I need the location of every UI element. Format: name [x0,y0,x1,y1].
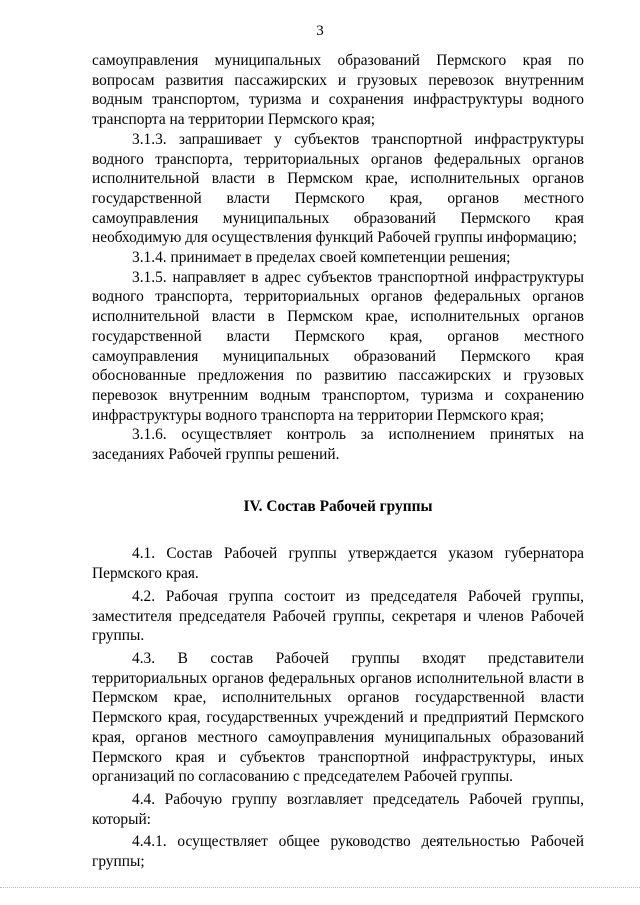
scan-edge-divider [0,887,640,892]
paragraph-3-1-5: 3.1.5. направляет в адрес субъектов транспортной инфраструктуры водного транспорта, территориальных органов федеральных органов исполнительной власти в Пермском крае, исполнительных органов государственной власти Пермского края, органов местного самоуправления муниципальных образований Пермского края обоснованные предложения по развитию пассажирских и грузовых перевозок внутренним водным транспортом, туризма и сохранению инфраструктуры водного транспорта на территории Пермского края; [92,268,584,424]
paragraph-4-1: 4.1. Состав Рабочей группы утверждается указом губернатора Пермского края. [92,545,584,583]
paragraph-3-1-4: 3.1.4. принимает в пределах своей компетенции решения; [132,249,511,267]
paragraph-continuation: самоуправления муниципальных образований Пермского края по вопросам развития пассажирских и грузовых перевозок внутренним водным транспортом, туризма и сохранения инфраструктуры водного транспорта на территории Пермского края; [92,52,584,129]
paragraph-4-3: 4.3. В состав Рабочей группы входят представители территориальных органов федеральных органов исполнительной власти в Пермском крае, исполнительных органов государственной власти Пермского края, государственных учреждений и предприятий Пермского края, органов местного самоуправления муниципальных образований Пермского края и субъектов транспортной инфраструктуры, иных организаций по согласованию с председателем Рабочей группы. [92,649,584,786]
paragraph-4-4: 4.4. Рабочую группу возглавляет председатель Рабочей группы, который: [92,790,584,828]
paragraph-3-1-3: 3.1.3. запрашивает у субъектов транспортной инфраструктуры водного транспорта, территориальных органов федеральных органов исполнительной власти в Пермском крае, исполнительных органов государственной власти Пермского края, органов местного самоуправления муниципальных образований Пермского края необходимую для осуществления функций Рабочей группы информацию; [92,130,584,247]
section-heading: IV. Состав Рабочей группы [243,497,433,515]
paragraph-3-1-6: 3.1.6. осуществляет контроль за исполнением принятых на заседаниях Рабочей группы решений. [92,426,584,464]
paragraph-4-2: 4.2. Рабочая группа состоит из председателя Рабочей группы, заместителя председателя Рабочей группы, секретаря и членов Рабочей группы. [92,587,584,645]
paragraph-4-4-1: 4.4.1. осуществляет общее руководство деятельностью Рабочей группы; [92,833,584,871]
document-body [92,51,584,872]
page-number: 3 [316,23,324,39]
